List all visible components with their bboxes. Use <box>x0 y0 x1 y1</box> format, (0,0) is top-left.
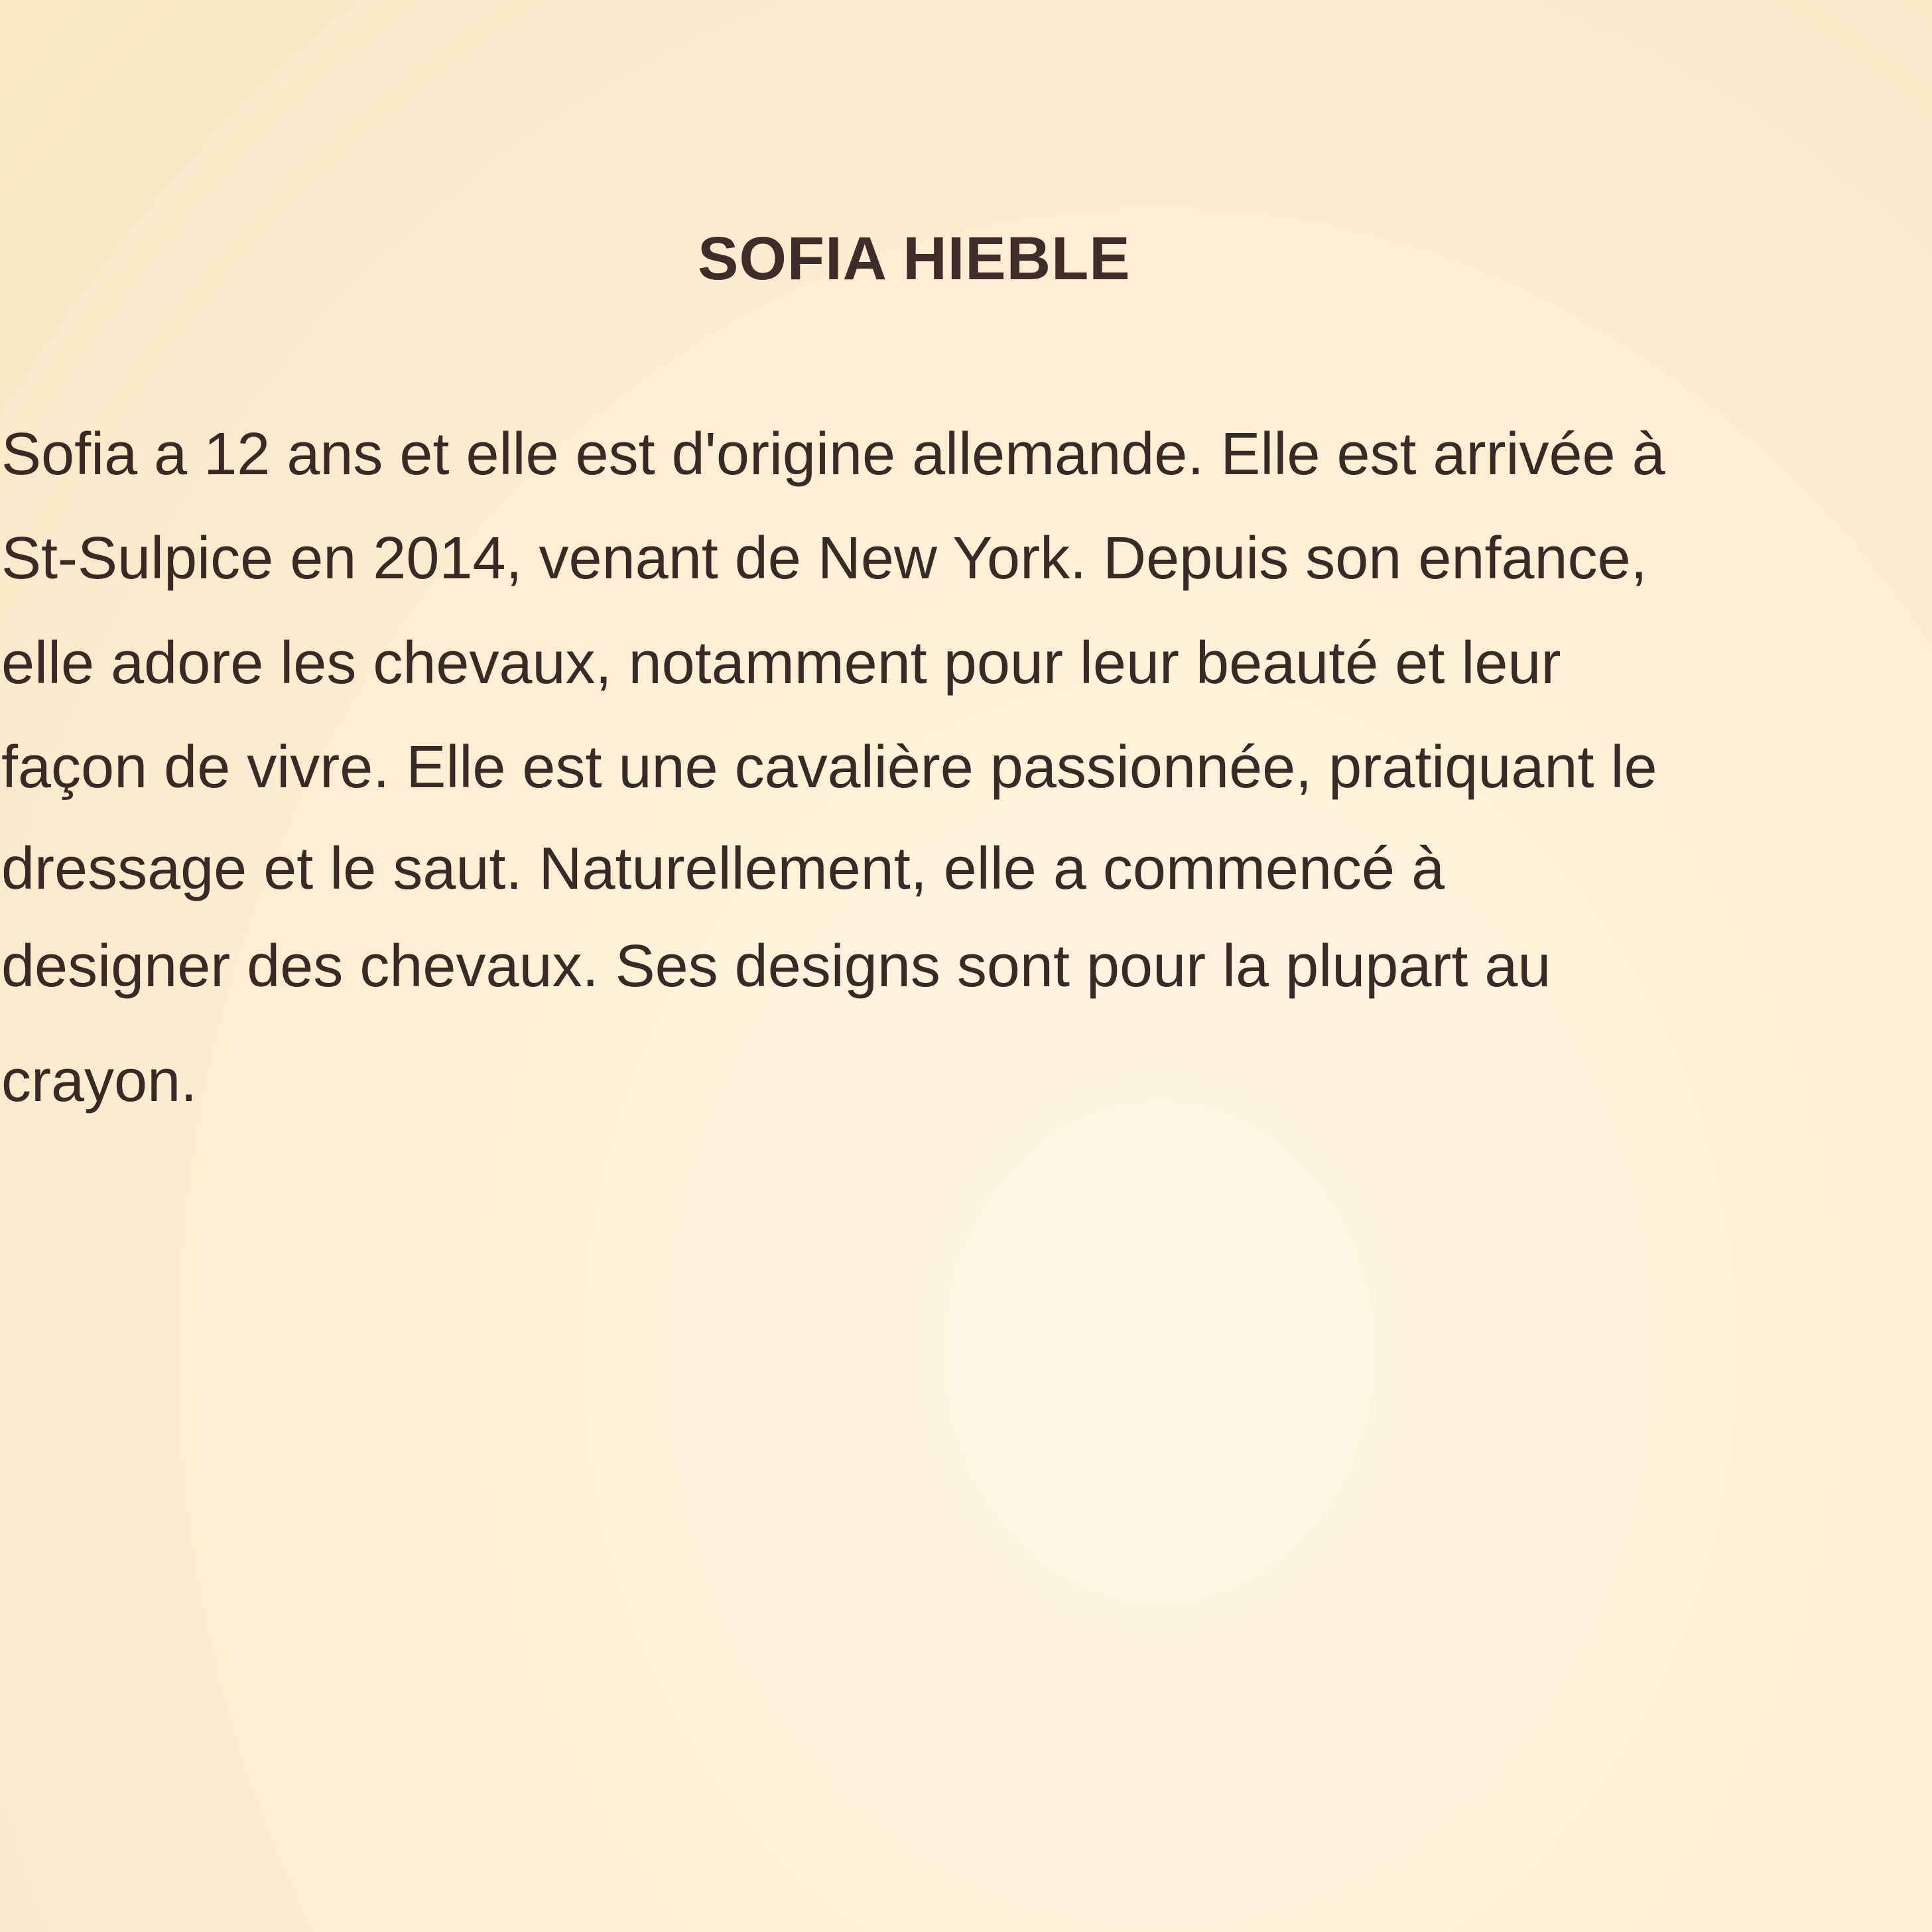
paragraph-line: elle adore les chevaux, notamment pour leur beauté et leur <box>1 630 1561 696</box>
document-title: SOFIA HIEBLE <box>698 225 1131 292</box>
paragraph-line: dressage et le saut. Naturellement, elle a commencé à <box>1 836 1445 902</box>
paragraph-line: Sofia a 12 ans et elle est d'origine allemande. Elle est arrivée à <box>1 421 1665 487</box>
paragraph-line: façon de vivre. Elle est une cavalière passionnée, pratiquant le <box>1 734 1657 801</box>
paragraph-line: St-Sulpice en 2014, venant de New York. Depuis son enfance, <box>1 525 1647 592</box>
paragraph-line: designer des chevaux. Ses designs sont pour la plupart au <box>1 933 1551 999</box>
paragraph-line: crayon. <box>1 1048 198 1114</box>
